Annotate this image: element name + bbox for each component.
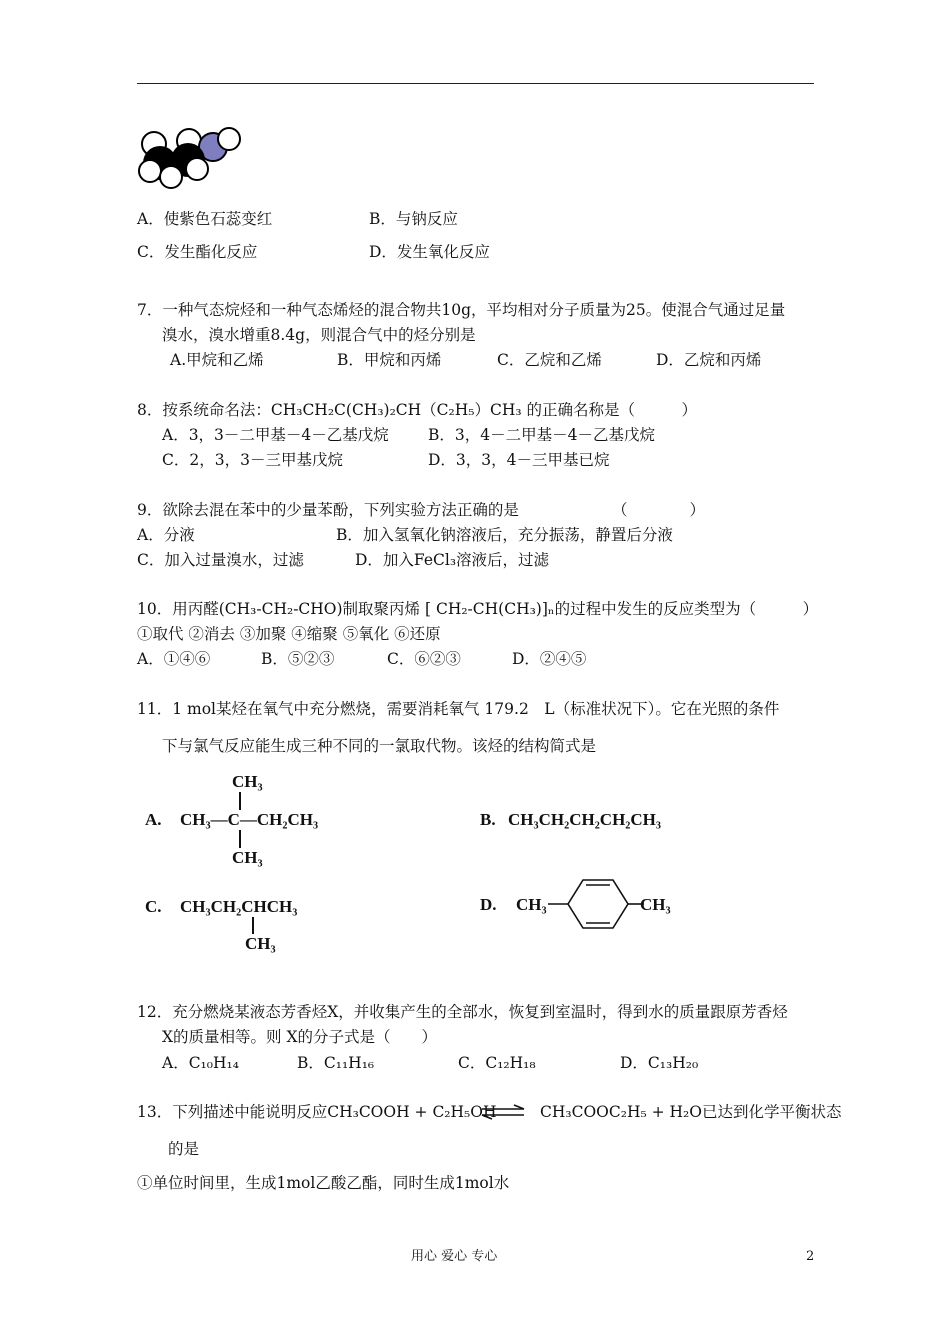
q7-option-a: A.甲烷和乙烯 [170,351,264,369]
q8-option-d: D．3，3，4－三甲基已烷 [428,451,610,469]
q10-option-b: B．⑤②③ [261,650,335,668]
q11-stem-line2: 下与氯气反应能生成三种不同的一氯取代物。该烃的结构简式是 [162,737,597,755]
page-number: 2 [806,1249,815,1264]
q12-option-b: B．C₁₁H₁₆ [297,1054,375,1072]
q11-a-bond-bottom [239,830,241,848]
q11-label-b: B. [480,810,496,829]
q9-option-d: D．加入FeCl₃溶液后，过滤 [355,551,550,569]
header-rule [137,83,814,84]
q11-a-bond-top [239,792,241,810]
molecule-model-image [136,125,246,189]
q10-reaction-types: ①取代 ②消去 ③加聚 ④缩聚 ⑤氧化 ⑥还原 [137,625,441,643]
q11-label-a: A. [145,810,162,829]
q12-stem-line2: X的质量相等。则 X的分子式是（ ） [162,1028,437,1046]
q7-stem-line2: 溴水，溴水增重8.4g，则混合气中的烃分别是 [162,326,476,344]
q7-option-d: D．乙烷和丙烯 [656,351,762,369]
q10-option-c: C．⑥②③ [387,650,461,668]
q8-option-c: C．2，3，3－三甲基戊烷 [162,451,343,469]
q6-option-c: C．发生酯化反应 [137,243,258,261]
q11-stem-line1: 11．1 mol某烃在氧气中充分燃烧，需要消耗氧气 179.2 L（标准状况下）。它在光照的条件 [137,700,780,718]
q7-option-c: C．乙烷和乙烯 [497,351,602,369]
q12-option-a: A．C₁₀H₁₄ [162,1054,239,1072]
footer-slogan: 用心 爱心 专心 [411,1249,498,1264]
q8-option-b: B．3，4－二甲基－4－乙基戊烷 [428,426,655,444]
q10-option-a: A．①④⑥ [137,650,211,668]
q11-label-d: D. [480,895,497,914]
q11-a-main-chain: CH₃—C—CH₂CH₃ [180,810,319,829]
q11-label-c: C. [145,897,162,916]
q9-answer-paren: （ ） [612,501,706,519]
q10-stem: 10．用丙醛(CH₃-CH₂-CHO)制取聚丙烯 [ CH₂-CH(CH₃)]ₙ的过程中发生的反应类型为（ ） [137,600,819,618]
q6-option-a: A．使紫色石蕊变红 [137,210,273,228]
q8-stem: 8．按系统命名法：CH₃CH₂C(CH₃)₂CH（C₂H₅）CH₃ 的正确名称是（ ） [137,401,697,419]
q9-stem: 9．欲除去混在苯中的少量苯酚，下列实验方法正确的是 [137,501,519,519]
q9-option-c: C．加入过量溴水，过滤 [137,551,304,569]
q12-option-c: C．C₁₂H₁₈ [458,1054,536,1072]
q12-stem-line1: 12．充分燃烧某液态芳香烃X，并收集产生的全部水，恢复到室温时，得到水的质量跟原芳香烃 [137,1003,788,1021]
q11-d-right-methyl: CH₃ [640,895,671,914]
q6-option-d: D．发生氧化反应 [369,243,490,261]
q13-stem-left: 13．下列描述中能说明反应CH₃COOH + C₂H₅OH [137,1103,497,1121]
q11-d-left-methyl: CH₃ [516,895,547,914]
equilibrium-arrow-icon [480,1104,526,1120]
q13-item-1: ①单位时间里，生成1mol乙酸乙酯，同时生成1mol水 [137,1174,510,1192]
q10-option-d: D．②④⑤ [512,650,587,668]
q11-c-bond [252,917,254,934]
q12-option-d: D．C₁₃H₂₀ [620,1054,699,1072]
q9-option-b: B．加入氢氧化钠溶液后，充分振荡，静置后分液 [336,526,673,544]
q7-stem-line1: 7．一种气态烷烃和一种气态烯烃的混合物共10g，平均相对分子质量为25。使混合气通过足量 [137,301,786,319]
q11-c-branch: CH₃ [245,934,276,953]
q13-stem-right: CH₃COOC₂H₅ + H₂O已达到化学平衡状态 [540,1103,842,1121]
q11-a-top-group: CH₃ [232,772,263,791]
q13-stem-line2: 的是 [168,1140,200,1158]
q11-a-bottom-group: CH₃ [232,848,263,867]
q7-option-b: B．甲烷和丙烯 [337,351,442,369]
q6-option-b: B．与钠反应 [369,210,458,228]
benzene-ring-icon [548,878,648,930]
q9-option-a: A．分液 [137,526,195,544]
q11-b-structure: CH₃CH₂CH₂CH₂CH₃ [508,810,661,829]
q11-c-main-chain: CH₃CH₂CHCH₃ [180,897,298,916]
q8-option-a: A．3，3－二甲基－4－乙基戊烷 [162,426,389,444]
